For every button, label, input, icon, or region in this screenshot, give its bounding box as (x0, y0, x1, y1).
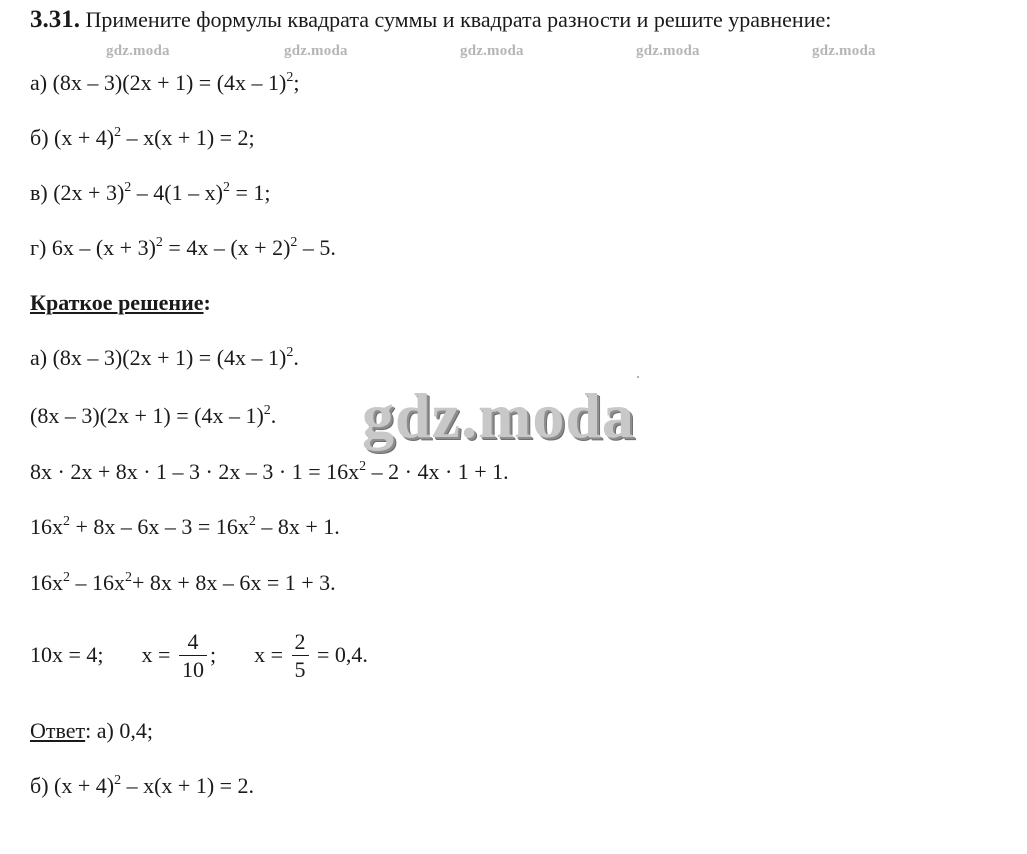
solution-colon: : (203, 290, 211, 315)
task-g-expr: 6x – (x + 3) (51, 235, 156, 260)
task-v (30, 179, 270, 207)
task-v-expr: (2x + 3) (53, 180, 125, 205)
task-b-label: б) (30, 125, 49, 150)
step-3-end: – 8x + 1. (255, 514, 340, 539)
problem-number: 3.31. (30, 6, 80, 33)
step-5-result: = 0,4. (317, 642, 368, 667)
step-1-exp: 2 (263, 403, 271, 418)
step-2-exp: 2 (359, 459, 367, 474)
fraction-4-10-numerator: 4 (179, 629, 207, 656)
solution-b-line (30, 772, 254, 800)
solution-b-expr: (x + 4) (54, 773, 115, 798)
fraction-4-10-denominator: 10 (181, 657, 204, 683)
solution-b-end: – x(x + 1) = 2. (121, 773, 255, 798)
watermark-small-1: gdz.moda (106, 43, 170, 59)
task-b-end: – x(x + 1) = 2; (121, 125, 255, 150)
task-a-exp: 2 (286, 70, 294, 85)
step-4-exp1: 2 (63, 570, 70, 585)
step-4-expr: 16x (30, 570, 63, 595)
solution-a-expr: (8x – 3)(2x + 1) = (4x – 1) (52, 345, 287, 370)
task-b-exp: 2 (114, 125, 122, 140)
step-5-x1: x = (141, 642, 171, 667)
fraction-2-5-numerator: 2 (292, 629, 309, 656)
fraction-2-5 (292, 629, 309, 684)
task-g-exp1: 2 (155, 235, 163, 250)
watermark-small-4: gdz.moda (636, 43, 700, 59)
solution-b-label: б) (30, 773, 49, 798)
step-5-x2: x = (254, 642, 283, 667)
task-v-label: в) (30, 180, 48, 205)
solution-a-exp: 2 (286, 345, 294, 360)
task-v-end: = 1; (229, 180, 271, 205)
solution-a-label: а) (30, 345, 48, 370)
task-v-exp2: 2 (222, 180, 230, 195)
step-1-expr: (8x – 3)(2x + 1) = (4x – 1) (30, 403, 264, 428)
answer-line (30, 717, 153, 745)
problem-header (30, 6, 831, 34)
solution-step-2 (30, 458, 509, 486)
solution-step-3 (30, 513, 340, 541)
step-4-mid: – 16x (70, 570, 125, 595)
task-a (30, 69, 300, 97)
watermark-small-2: gdz.moda (284, 43, 348, 59)
step-5-separator: ; (209, 642, 217, 667)
step-3-exp1: 2 (63, 514, 70, 529)
task-g-mid: = 4x – (x + 2) (162, 235, 291, 260)
task-g-label: г) (30, 235, 47, 260)
step-5-equation: 10x = 4; (30, 642, 104, 667)
solution-title: Краткое решение (30, 290, 204, 315)
step-3-mid: + 8x – 6x – 3 = 16x (70, 514, 249, 539)
step-4-exp2: 2 (125, 570, 132, 585)
task-a-label: а) (30, 70, 48, 95)
task-v-mid: – 4(1 – x) (131, 180, 223, 205)
step-1-end: . (270, 403, 277, 428)
solution-heading (30, 289, 211, 317)
solution-step-4 (30, 569, 336, 597)
step-2-end: – 2 · 4x · 1 + 1. (366, 459, 509, 484)
watermark-large: gdz.moda (362, 380, 635, 451)
step-4-end: + 8x + 8x – 6x = 1 + 3. (132, 570, 336, 595)
task-g-end: – 5. (297, 235, 336, 260)
task-g (30, 234, 336, 262)
task-a-end: ; (293, 70, 300, 95)
task-a-expr: (8x – 3)(2x + 1) = (4x – 1) (52, 70, 287, 95)
fraction-2-5-denominator: 5 (294, 657, 306, 683)
task-g-exp2: 2 (290, 235, 298, 250)
fraction-4-10 (179, 629, 207, 684)
task-b-expr: (x + 4) (54, 125, 115, 150)
step-3-exp2: 2 (248, 514, 256, 529)
step-3-expr: 16x (30, 514, 63, 539)
step-2-expr: 8x · 2x + 8x · 1 – 3 · 2x – 3 · 1 = 16x (30, 459, 360, 484)
solution-b-exp: 2 (114, 773, 122, 788)
stray-mark (637, 376, 639, 378)
watermark-small-5: gdz.moda (812, 43, 876, 59)
solution-a-end: . (293, 345, 299, 370)
answer-label: Ответ (30, 718, 86, 743)
watermark-small-3: gdz.moda (460, 43, 524, 59)
solution-step-5 (30, 625, 368, 685)
answer-text: : а) 0,4; (85, 718, 153, 743)
solution-a-line (30, 344, 299, 372)
task-b (30, 124, 255, 152)
task-v-exp1: 2 (124, 180, 132, 195)
solution-step-1 (30, 402, 276, 430)
problem-statement: Примените формулы квадрата суммы и квадрата разности и решите уравнение: (85, 7, 832, 32)
